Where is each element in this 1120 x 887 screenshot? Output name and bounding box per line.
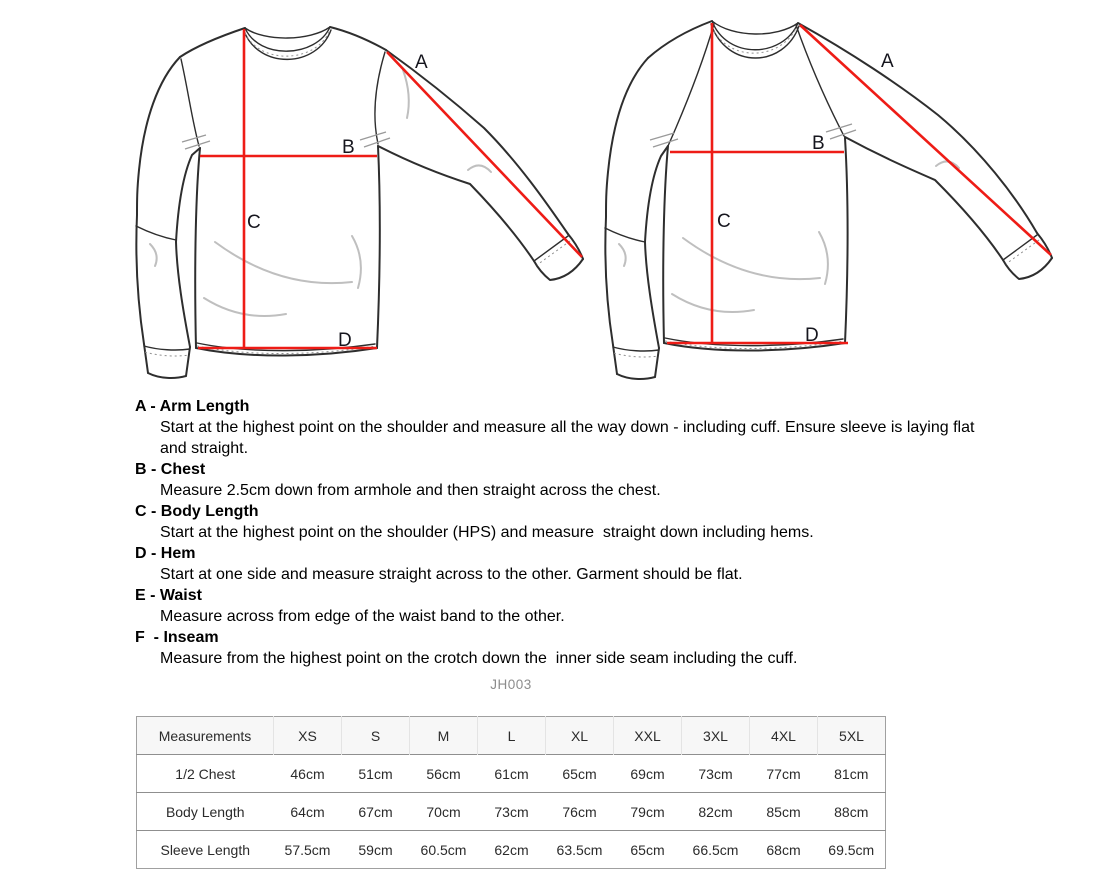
label-chest: B [342,137,355,158]
legend-description: and straight. [160,440,249,457]
column-header: M [410,717,478,755]
column-header: Measurements [137,717,274,755]
cell: 69cm [630,765,665,782]
cell: 88cm [834,803,869,820]
column-header: S [342,717,410,755]
row-label: Body Length [165,803,245,820]
legend-heading: D - Hem [135,545,196,562]
cell: 82cm [698,803,733,820]
legend-item-arm-length [135,396,1007,459]
cell: 79cm [630,803,665,820]
measurement-lines [667,23,1051,344]
cell: 85cm [766,803,801,820]
cell: 77cm [766,765,801,782]
flat-sleeve-drawing [120,10,600,390]
label-hem: D [338,330,352,351]
cell: 62cm [494,841,529,858]
table-row [137,831,886,869]
column-header: XL [546,717,614,755]
cell: 76cm [562,803,597,820]
measurement-labels [247,52,428,351]
cell: 59cm [358,841,393,858]
size-table-header-row [137,717,886,755]
column-header: XS [274,717,342,755]
label-body-length: C [247,212,261,233]
legend-description: Start at the highest point on the shoulder (HPS) and measure straight down including hems. [160,524,814,541]
cell: 65cm [630,841,665,858]
legend-heading: C - Body Length [135,503,259,520]
legend-description: Start at one side and measure straight across to the other. Garment should be flat. [160,566,743,583]
garment-outline [605,21,1052,379]
legend-item-body-length [135,501,1007,543]
garment-outline [136,27,583,378]
measurement-lines [198,29,582,348]
row-label: 1/2 Chest [175,765,236,782]
arm-length-line [387,52,582,257]
table-row [137,793,886,831]
legend-item-hem [135,543,1007,585]
cell: 69.5cm [828,841,875,858]
cell: 51cm [358,765,393,782]
cell: 57.5cm [284,841,331,858]
legend-description: Measure 2.5cm down from armhole and then straight across the chest. [160,482,661,499]
cell: 67cm [358,803,393,820]
product-code: JH003 [490,677,532,692]
cell: 56cm [426,765,461,782]
cell: 60.5cm [420,841,467,858]
legend-description: Start at the highest point on the shoulder and measure all the way down - including cuff. Ensure sleeve is laying flat [160,419,975,436]
legend-item-inseam [135,627,1007,669]
arm-length-line [800,25,1051,255]
measurement-labels [717,51,894,346]
cell: 63.5cm [556,841,603,858]
cell: 73cm [494,803,529,820]
cell: 64cm [290,803,325,820]
cell: 46cm [290,765,325,782]
table-row [137,755,886,793]
legend-description: Measure from the highest point on the crotch down the inner side seam including the cuff. [160,650,798,667]
column-header: 4XL [750,717,818,755]
label-body-length: C [717,211,731,232]
column-header: 3XL [682,717,750,755]
legend-item-chest [135,459,1007,501]
legend-heading: F - Inseam [135,629,219,646]
column-header: XXL [614,717,682,755]
label-chest: B [812,133,825,154]
legend-description: Measure across from edge of the waist band to the other. [160,608,565,625]
label-arm-length: A [415,52,428,73]
size-table [136,716,886,869]
column-header: 5XL [818,717,886,755]
cell: 81cm [834,765,869,782]
row-label: Sleeve Length [160,841,251,858]
legend-item-waist [135,585,1007,627]
label-arm-length: A [881,51,894,72]
cell: 66.5cm [692,841,739,858]
legend-heading: E - Waist [135,587,202,604]
raglan-sleeve-drawing [590,10,1070,390]
legend-heading: B - Chest [135,461,206,478]
cell: 65cm [562,765,597,782]
cell: 68cm [766,841,801,858]
cell: 73cm [698,765,733,782]
column-header: L [478,717,546,755]
cell: 61cm [494,765,529,782]
label-hem: D [805,325,819,346]
measurement-legend [135,396,1007,669]
legend-heading: A - Arm Length [135,398,250,415]
cell: 70cm [426,803,461,820]
